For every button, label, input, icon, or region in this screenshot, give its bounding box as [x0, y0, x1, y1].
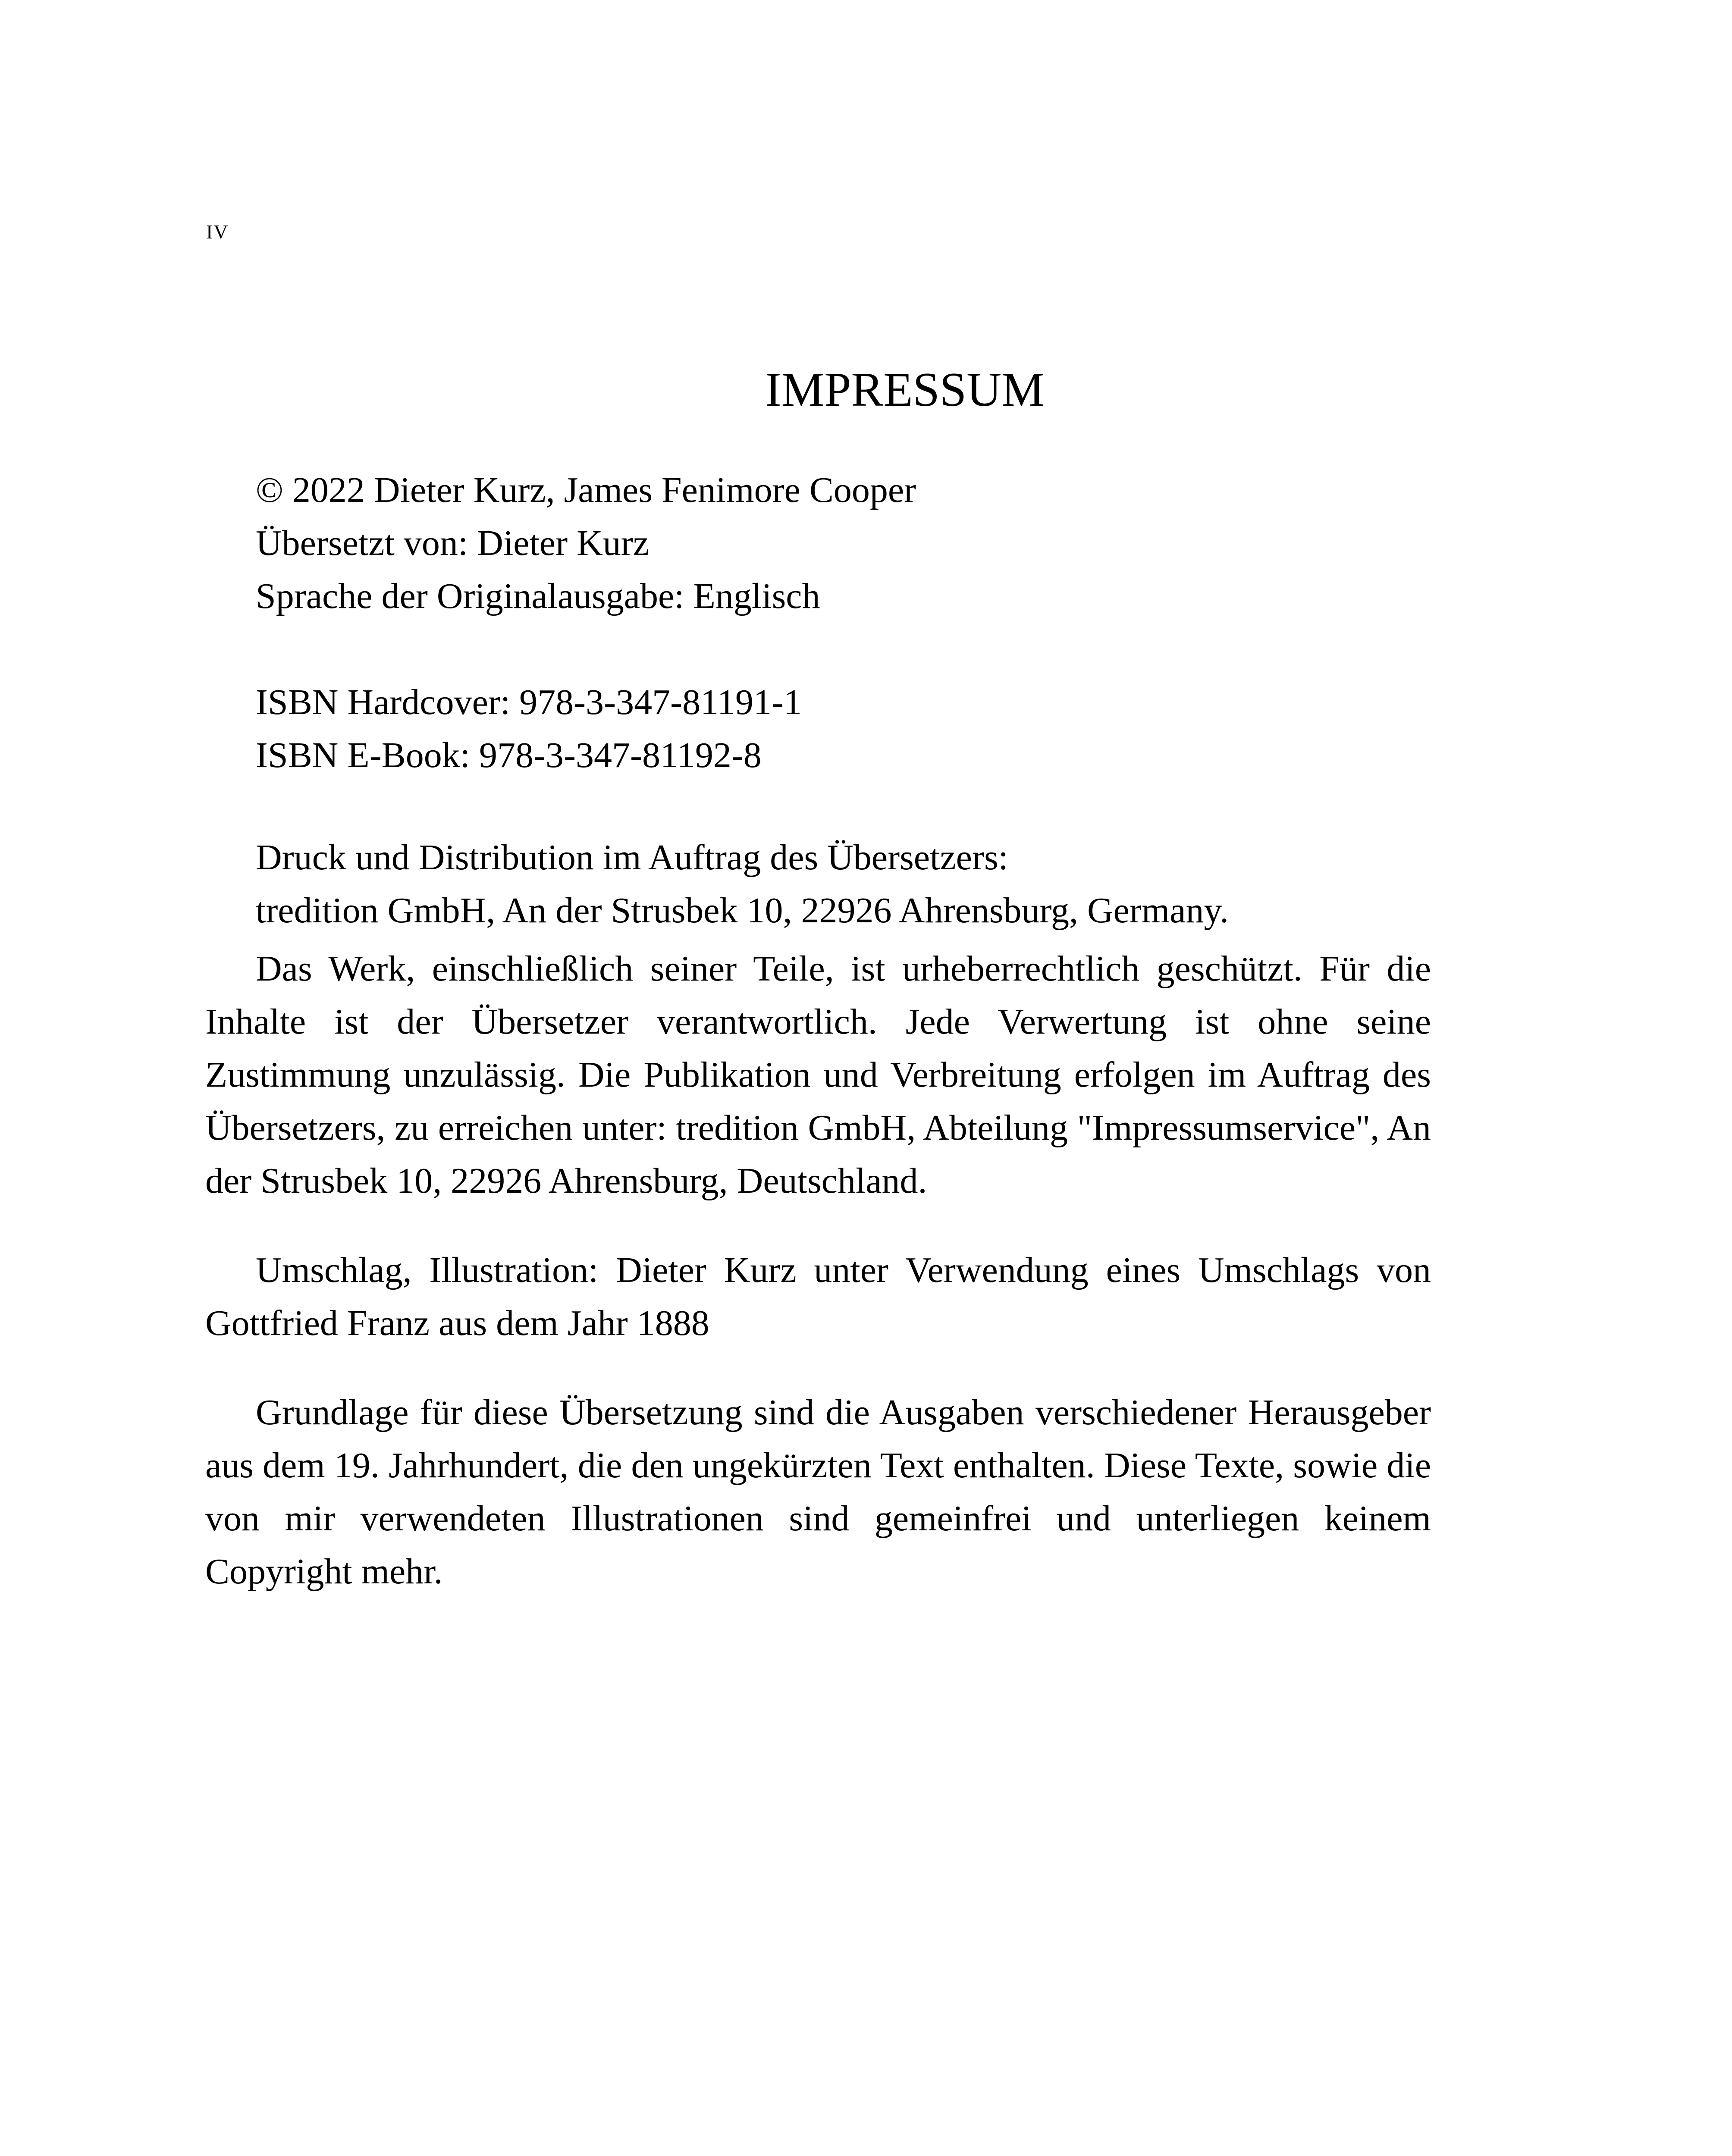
impressum-content	[205, 464, 1431, 1634]
basis-paragraph: Grundlage für diese Übersetzung sind die Ausgaben verschiedener Herausgeber aus dem 19. Jahrhundert, die den ungekürzten Text enthalten. Diese Texte, sowie die von mir verwendeten Illustrationen sind gemeinfrei und unterliegen keinem Copyright mehr.	[205, 1392, 1431, 1592]
page-number: IV	[206, 221, 229, 243]
translator-line: Übersetzt von: Dieter Kurz	[256, 523, 649, 563]
rights-paragraph: Das Werk, einschließlich seiner Teile, ist urheberrechtlich geschützt. Für die Inhalte ist der Übersetzer verantwortlich. Jede Verwertung ist ohne seine Zustimmung unzulässig. Die Publikation und Verbreitung erfolgen im Auftrag des Übersetzers, zu erreichen unter: tredition GmbH, Abteilung "Impressumservice", An der Strusbek 10, 22926 Ahrensburg, Deutschland.	[205, 949, 1431, 1201]
isbn-hardcover-line: ISBN Hardcover: 978-3-347-81191-1	[256, 682, 802, 722]
page-title: IMPRESSUM	[765, 363, 1045, 417]
isbn-block	[205, 676, 1431, 782]
credits-block	[205, 464, 1431, 623]
publisher-address-line: tredition GmbH, An der Strusbek 10, 22926 Ahrensburg, Germany.	[256, 890, 1229, 931]
distribution-block	[205, 831, 1431, 1598]
distribution-line: Druck und Distribution im Auftrag des Übersetzers:	[256, 837, 1008, 877]
copyright-line: © 2022 Dieter Kurz, James Fenimore Cooper	[256, 470, 916, 510]
cover-paragraph: Umschlag, Illustration: Dieter Kurz unter Verwendung eines Umschlags von Gottfried Franz aus dem Jahr 1888	[205, 1250, 1431, 1343]
original-language-line: Sprache der Originalausgabe: Englisch	[256, 576, 820, 616]
isbn-ebook-line: ISBN E-Book: 978-3-347-81192-8	[256, 735, 762, 775]
